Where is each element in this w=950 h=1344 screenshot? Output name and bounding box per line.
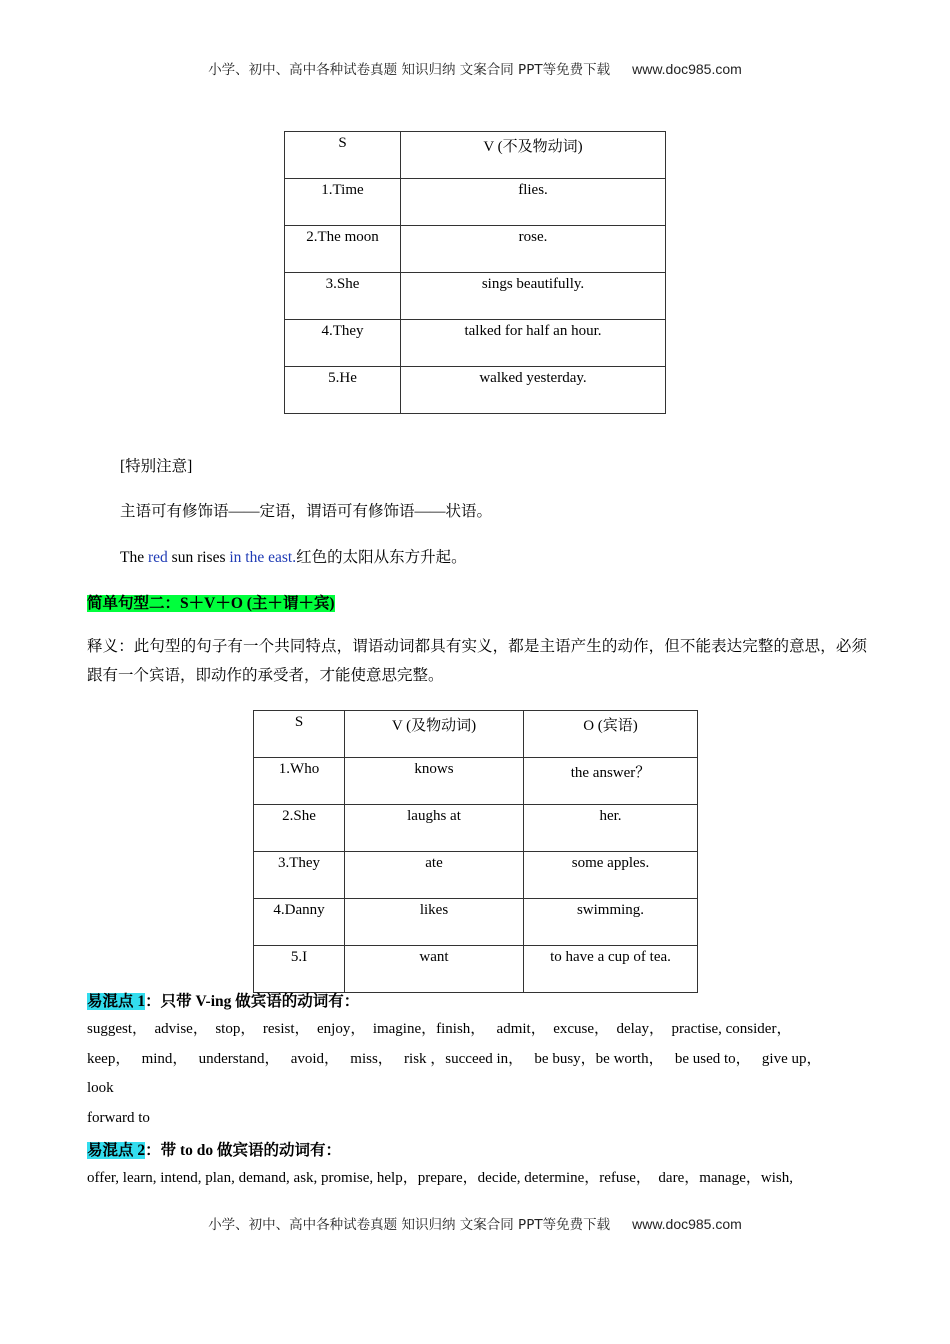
- table-cell: 4.They: [285, 320, 401, 367]
- table-header-row: [254, 711, 698, 758]
- word-line: keep， mind， understand， avoid， miss， risk ，succeed in， be busy，be worth， be used to， give up，: [87, 1050, 822, 1067]
- page-header: [0, 58, 950, 78]
- section2-title: [87, 591, 335, 613]
- table-cell: 5.I: [254, 946, 345, 993]
- table-cell: laughs at: [345, 805, 524, 852]
- table-cell: 2.The moon: [285, 226, 401, 273]
- table-cell: flies.: [401, 179, 666, 226]
- point1-heading: [87, 989, 359, 1011]
- point2-label: 易混点 2: [87, 1142, 146, 1159]
- word-line: look: [87, 1080, 114, 1096]
- note-text: 主语可有修饰语——定语，谓语可有修饰语——状语。: [120, 503, 493, 520]
- table-header-row: [285, 132, 666, 179]
- note-example: [120, 545, 467, 567]
- table-cell: 5.He: [285, 367, 401, 414]
- table-row: [285, 179, 666, 226]
- word-line: suggest， advise， stop， resist， enjoy， imagine，finish， admit， excuse， delay， practise, consider，: [87, 1021, 792, 1037]
- header-cell: S: [254, 711, 345, 758]
- table-cell: 4.Danny: [254, 899, 345, 946]
- point2-heading: [87, 1138, 341, 1160]
- point1-label: 易混点 1: [87, 993, 146, 1010]
- table-cell: talked for half an hour.: [401, 320, 666, 367]
- point2-words: [87, 1164, 867, 1194]
- point2-text: ：带 to do 做宾语的动词有：: [145, 1142, 342, 1159]
- footer-text: 小学、初中、高中各种试卷真题 知识归纳 文案合同 PPT等免费下载: [208, 1217, 611, 1233]
- table-row: [285, 273, 666, 320]
- table-cell: 2.She: [254, 805, 345, 852]
- header-cell: O (宾语): [524, 711, 698, 758]
- table-cell: 3.They: [254, 852, 345, 899]
- table-cell: ate: [345, 852, 524, 899]
- table-cell: rose.: [401, 226, 666, 273]
- header-cell: V (不及物动词): [401, 132, 666, 179]
- section2-desc: 释义：此句型的句子有一个共同特点，谓语动词都具有实义，都是主语产生的动作，但不能表达完整的意思，必须跟有一个宾语，即动作的承受者，才能使意思完整。: [87, 638, 867, 684]
- example-east: in the east.: [229, 549, 297, 566]
- word-line: forward to: [87, 1109, 150, 1126]
- table-row: [254, 946, 698, 993]
- header-cell: S: [285, 132, 401, 179]
- table-cell: likes: [345, 899, 524, 946]
- point1-words: [87, 1015, 867, 1133]
- table-cell: the answer？: [524, 758, 698, 805]
- word-line: offer, learn, intend, plan, demand, ask, promise, help，prepare，decide, determine，refuse， dare，manage，wish,: [87, 1170, 793, 1186]
- table-cell: want: [345, 946, 524, 993]
- header-url[interactable]: www.doc985.com: [632, 61, 742, 77]
- point1-text: ：只带 V-ing 做宾语的动词有：: [145, 993, 360, 1010]
- example-red: red: [147, 549, 168, 566]
- table-row: [285, 320, 666, 367]
- table-svo: [253, 710, 698, 993]
- table-cell: walked yesterday.: [401, 367, 666, 414]
- table-row: [254, 852, 698, 899]
- example-part: 红色的太阳从东方升起。: [296, 549, 467, 566]
- table-cell: to have a cup of tea.: [524, 946, 698, 993]
- table-cell: 3.She: [285, 273, 401, 320]
- table-row: [285, 226, 666, 273]
- table-cell: 1.Time: [285, 179, 401, 226]
- table-cell: 1.Who: [254, 758, 345, 805]
- example-part: The: [120, 549, 148, 566]
- table-row: [254, 805, 698, 852]
- footer-url[interactable]: www.doc985.com: [632, 1216, 742, 1232]
- table-cell: her.: [524, 805, 698, 852]
- table-cell: swimming.: [524, 899, 698, 946]
- page-footer: [0, 1213, 950, 1233]
- table-cell: some apples.: [524, 852, 698, 899]
- table-svi: [284, 131, 666, 414]
- table-cell: sings beautifully.: [401, 273, 666, 320]
- table-row: [285, 367, 666, 414]
- table-cell: knows: [345, 758, 524, 805]
- note-title: [特别注意]: [120, 458, 193, 475]
- table-row: [254, 899, 698, 946]
- table-row: [254, 758, 698, 805]
- header-text: 小学、初中、高中各种试卷真题 知识归纳 文案合同 PPT等免费下载: [208, 62, 611, 78]
- header-cell: V (及物动词): [345, 711, 524, 758]
- example-part: sun rises: [167, 549, 230, 566]
- section2-heading: 简单句型二：S＋V＋O (主＋谓＋宾): [87, 595, 335, 612]
